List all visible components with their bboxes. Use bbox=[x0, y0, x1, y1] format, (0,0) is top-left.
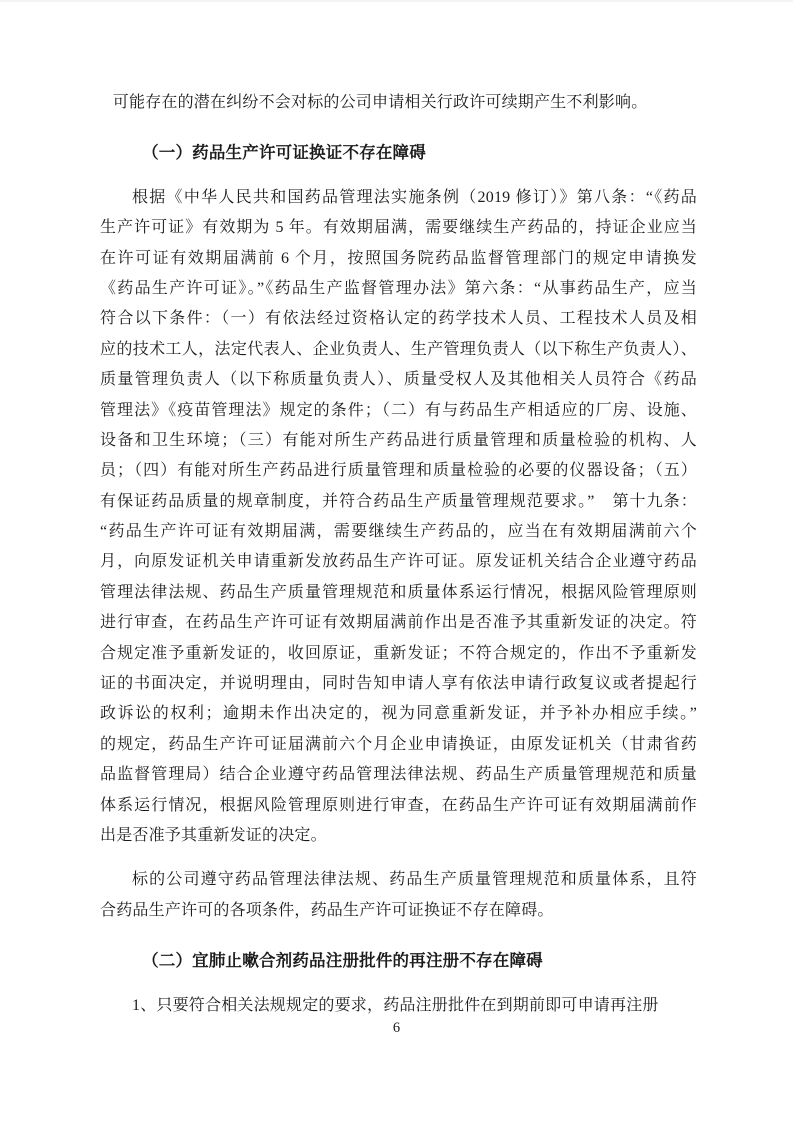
text-line: 品监督管理局）结合企业遵守药品管理法律法规、药品生产质量管理规范和质量 bbox=[100, 766, 697, 784]
body-paragraph bbox=[100, 991, 697, 1021]
text-line: 合药品生产许可的各项条件，药品生产许可证换证不存在障碍。 bbox=[100, 901, 554, 919]
text-line: （二）宜肺止嗽合剂药品注册批件的再注册不存在障碍 bbox=[142, 952, 543, 971]
text-line: 月，向原发证机关申请重新发放药品生产许可证。原发证机关结合企业遵守药品 bbox=[100, 553, 697, 571]
text-line: 政诉讼的权利；逾期未作出决定的，视为同意重新发证，并予补办相应手续。” bbox=[100, 705, 697, 723]
text-line: 根据《中华人民共和国药品管理法实施条例（2019 修订）》第八条：“《药品 bbox=[132, 188, 697, 206]
text-line: 的规定，药品生产许可证届满前六个月企业申请换证，由原发证机关（甘肃省药 bbox=[100, 735, 697, 753]
continuation-paragraph bbox=[100, 88, 697, 118]
text-line: 在许可证有效期届满前 6 个月，按照国务院药品监督管理部门的规定申请换发 bbox=[100, 249, 697, 267]
body-paragraph bbox=[100, 865, 697, 926]
text-line: 应的技术工人，法定代表人、企业负责人、生产管理负责人（以下称生产负责人）、 bbox=[100, 340, 697, 358]
text-line: 标的公司遵守药品管理法律法规、药品生产质量管理规范和质量体系，且符 bbox=[132, 871, 697, 889]
section-heading bbox=[100, 946, 697, 976]
text-line: 管理法律法规、药品生产质量管理规范和质量体系运行情况，根据风险管理原则 bbox=[100, 583, 697, 601]
text-line: 体系运行情况，根据风险管理原则进行审查，在药品生产许可证有效期届满前作 bbox=[100, 796, 697, 814]
text-line: 生产许可证》有效期为 5 年。有效期届满，需要继续生产药品的，持证企业应当 bbox=[100, 219, 697, 237]
text-line: 管理法》《疫苗管理法》规定的条件；（二）有与药品生产相适应的厂房、设施、 bbox=[100, 401, 697, 419]
page-number: 6 bbox=[392, 1020, 401, 1036]
text-line: 进行审查，在药品生产许可证有效期届满前作出是否准予其重新发证的决定。符 bbox=[100, 614, 697, 632]
text-line: 证的书面决定，并说明理由，同时告知申请人享有依法申请行政复议或者提起行 bbox=[100, 675, 697, 693]
body-paragraph bbox=[100, 183, 697, 852]
text-line: （一）药品生产许可证换证不存在障碍 bbox=[142, 144, 426, 163]
text-line: 设备和卫生环境；（三）有能对所生产药品进行质量管理和质量检验的机构、人 bbox=[100, 431, 697, 449]
text-line: 符合以下条件：（一）有依法经过资格认定的药学技术人员、工程技术人员及相 bbox=[100, 310, 697, 328]
text-line: 1、只要符合相关法规规定的要求，药品注册批件在到期前即可申请再注册 bbox=[132, 996, 659, 1014]
text-line: 质量管理负责人（以下称质量负责人）、质量受权人及其他相关人员符合《药品 bbox=[100, 371, 697, 389]
text-line: 员；（四）有能对所生产药品进行质量管理和质量检验的必要的仪器设备；（五） bbox=[100, 462, 697, 480]
text-line: 出是否准予其重新发证的决定。 bbox=[100, 826, 327, 844]
text-line: 有保证药品质量的规章制度，并符合药品生产质量管理规范要求。” 第十九条： bbox=[100, 492, 697, 510]
document-body bbox=[0, 2, 793, 1021]
text-line: 合规定准予重新发证的，收回原证，重新发证；不符合规定的，作出不予重新发 bbox=[100, 644, 697, 662]
text-line: 《药品生产许可证》。”《药品生产监督管理办法》第六条：“从事药品生产，应当 bbox=[100, 279, 697, 297]
text-line: “药品生产许可证有效期届满，需要继续生产药品的，应当在有效期届满前六个 bbox=[100, 523, 697, 541]
section-heading bbox=[100, 138, 697, 168]
text-line: 可能存在的潜在纠纷不会对标的公司申请相关行政许可续期产生不利影响。 bbox=[112, 94, 648, 111]
